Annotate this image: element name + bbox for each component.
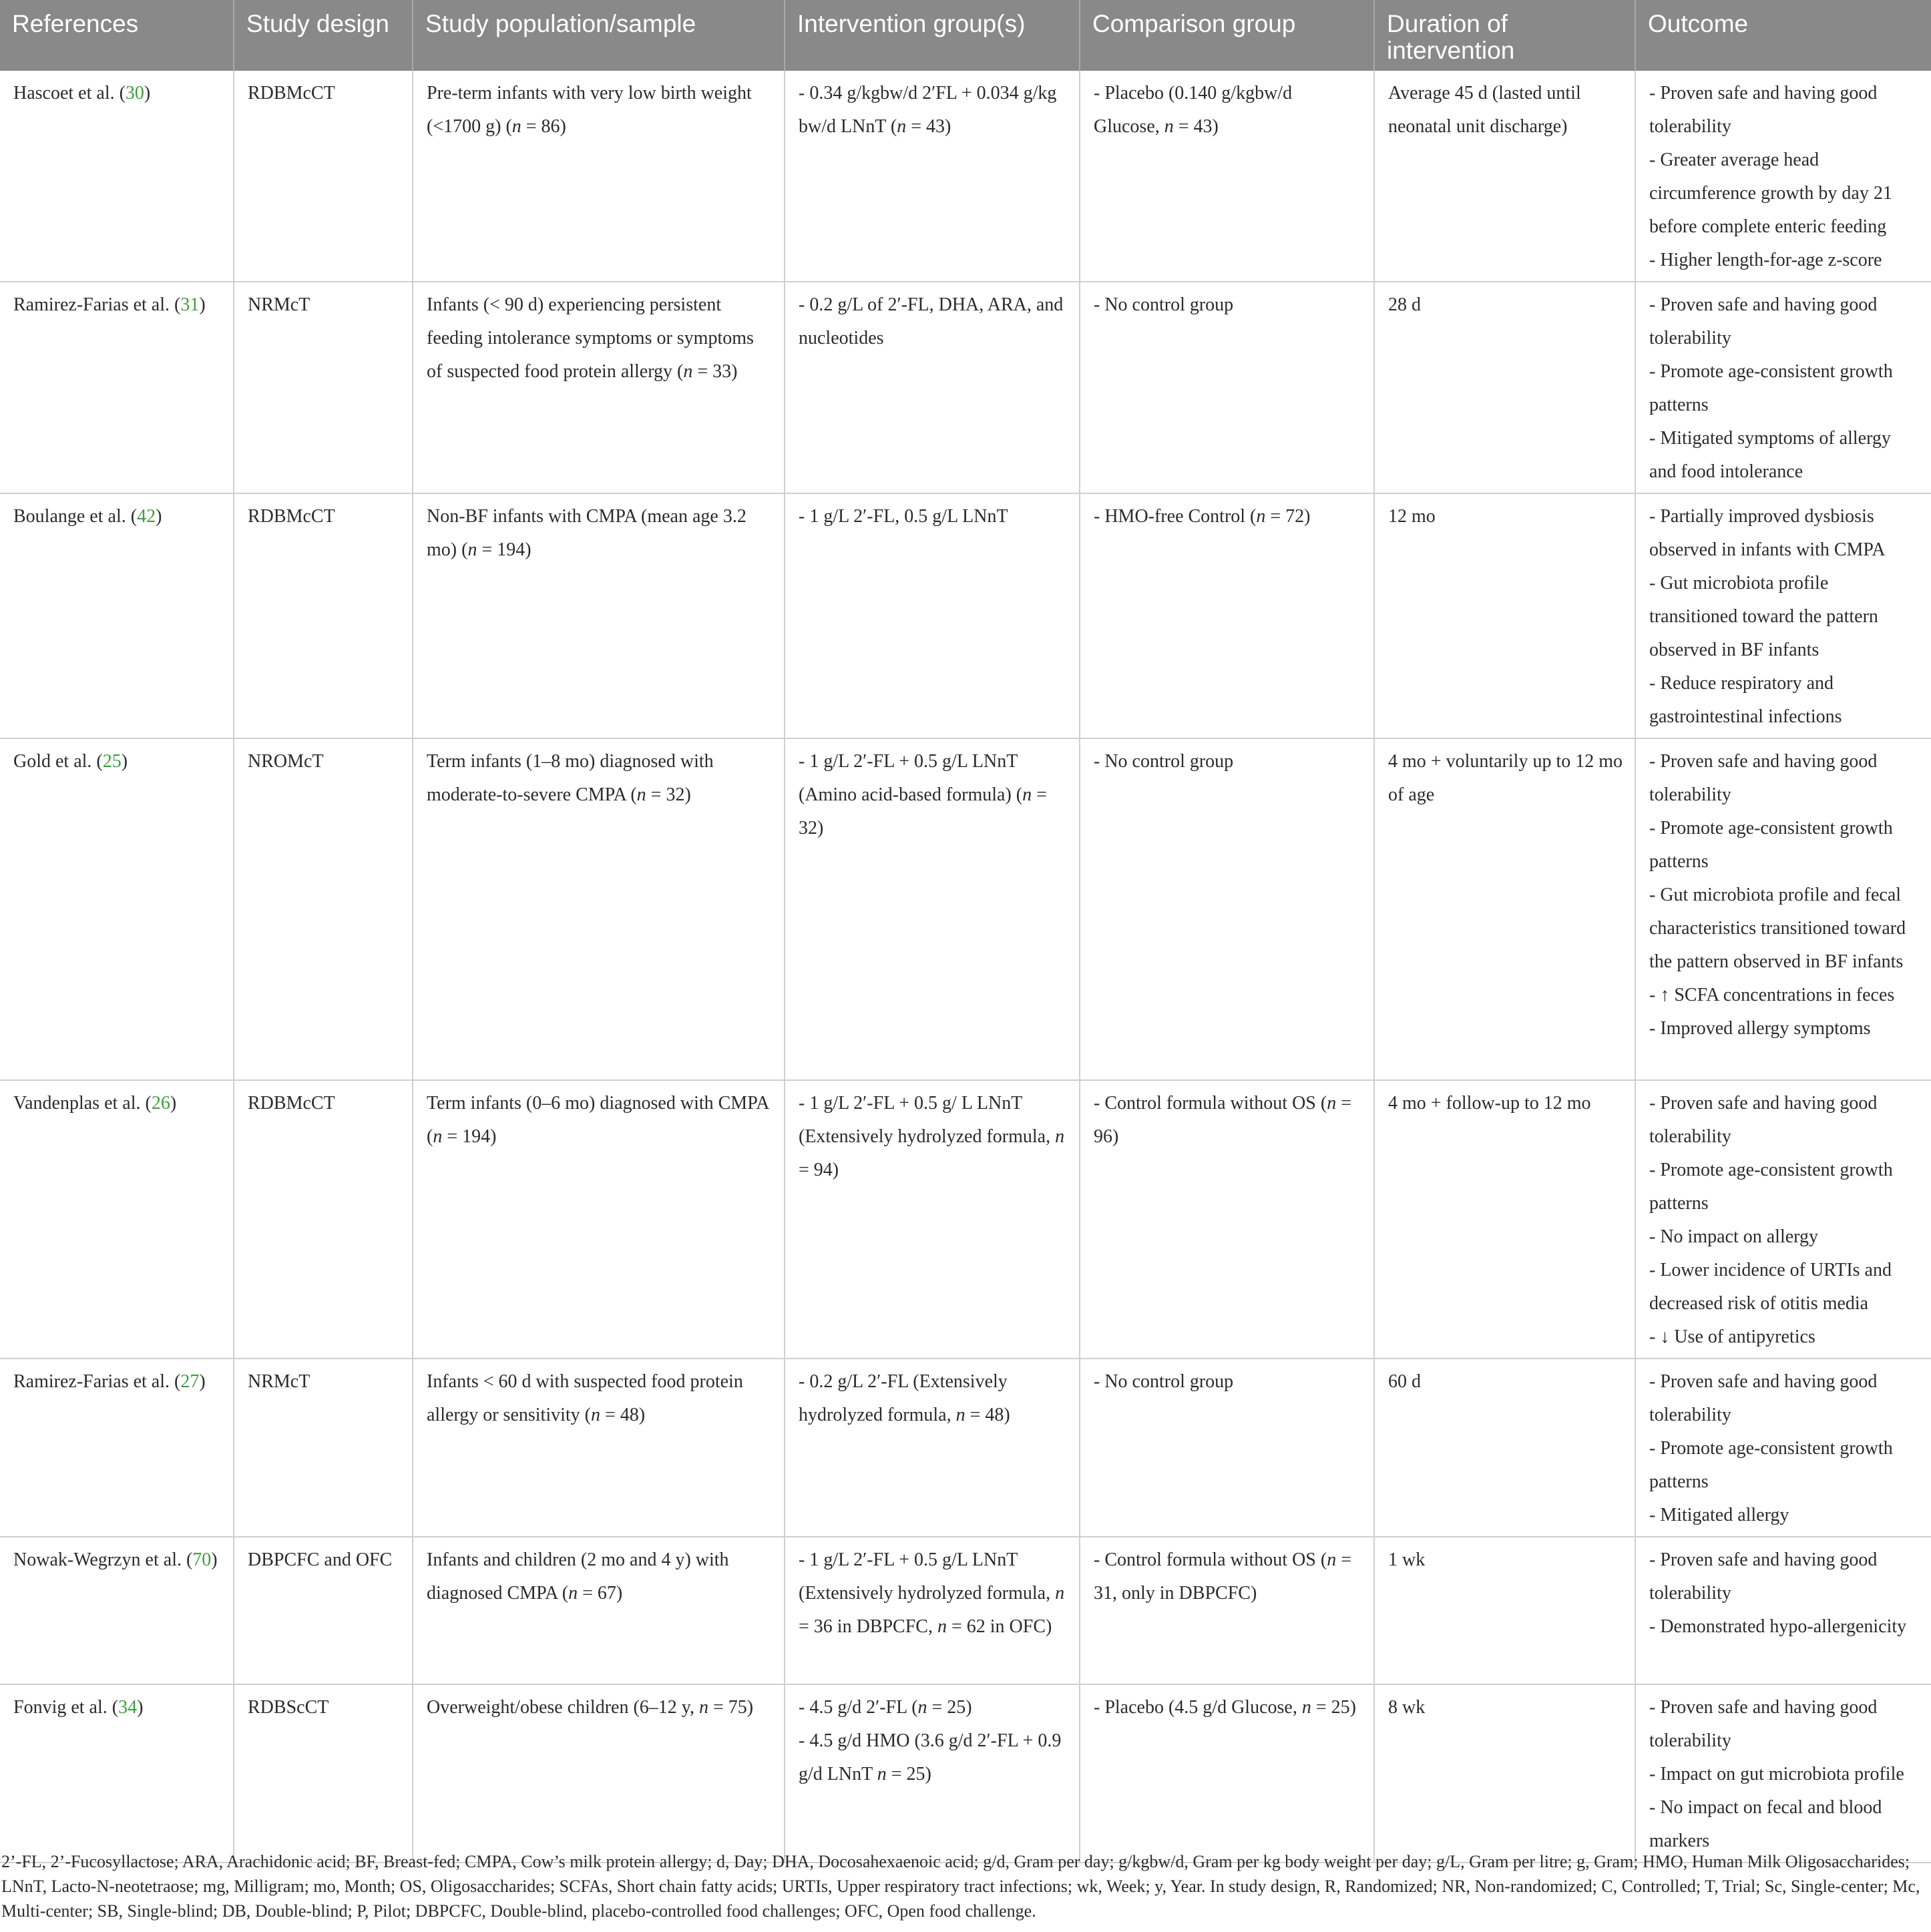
cell-population (413, 1537, 785, 1684)
text-run: - 0.2 g/L of 2′-FL, DHA, ARA, and nucleotides (799, 294, 1064, 348)
comparison-line (1094, 77, 1361, 144)
outcome-item: - Promote age-consistent growth patterns (1649, 361, 1893, 415)
cell-intervention (785, 493, 1080, 738)
outcome-item: - Improved allergy symptoms (1649, 1018, 1871, 1039)
outcome-item: - Gut microbiota profile transitioned toward the pattern observed in BF infants (1649, 573, 1878, 660)
header-intervention: Intervention group(s) (785, 0, 1080, 71)
cell-study-design: RDBMcCT (234, 1080, 413, 1359)
cell-study-design: DBPCFC and OFC (234, 1537, 413, 1684)
citation-link[interactable]: 27 (180, 1371, 200, 1392)
outcome-item: - ↑ SCFA concentrations in feces (1649, 985, 1895, 1005)
intervention-line (799, 1691, 1067, 1724)
intervention-line (799, 1543, 1067, 1644)
table-row (0, 1080, 1931, 1359)
cell-duration: 60 d (1374, 1359, 1635, 1537)
outcome-item: - Proven safe and having good tolerability (1649, 294, 1878, 348)
outcome-item: - Mitigated symptoms of allergy and food intolerance (1649, 428, 1891, 482)
cell-outcome (1635, 1359, 1931, 1537)
italic-n: n (698, 1697, 708, 1718)
cell-outcome (1635, 282, 1931, 493)
cell-duration: Average 45 d (lasted until neonatal unit discharge) (1374, 71, 1635, 282)
text-run: - 4.5 g/d HMO (3.6 g/d 2′-FL + 0.9 g/d LNnT (799, 1730, 1062, 1784)
reference-close: ) (199, 1371, 206, 1392)
cell-outcome (1635, 1537, 1931, 1684)
cell-intervention (785, 71, 1080, 282)
reference-author: Ramirez-Farias et al. ( (13, 294, 181, 315)
cell-duration: 4 mo + follow-up to 12 mo (1374, 1080, 1635, 1359)
italic-n: n (1301, 1697, 1311, 1718)
cell-comparison (1080, 71, 1374, 282)
comparison-line (1094, 745, 1361, 778)
table-footnote: 2’-FL, 2’-Fucosyllactose; ARA, Arachidonic acid; BF, Breast-fed; CMPA, Cow’s milk protein allergy; d, Day; DHA, Docosahexaenoic acid; g/d, Gram per day; g/kgbw/d, Gram per kg body weight per day; g/L, Gram per litre; g, Gram; HMO, Human Milk Oligosaccharides; LNnT, Lacto-N-neotetraose; mg, Milligram; mo, Month; OS, Oligosaccharides; SCFAs, Short chain fatty acids; URTIs, Upper respiratory tract infections; wk, Week; y, Year. In study design, R, Randomized; NR, Non-randomized; C, Controlled; T, Trial; Sc, Single-center; Mc, Multi-center; SB, Single-blind; DB, Double-blind; P, Pilot; DBPCFC, Double-blind, placebo-controlled food challenges; OFC, Open food challenge. (1, 1852, 1920, 1921)
header-outcome: Outcome (1635, 0, 1931, 71)
cell-study-design: RDBScCT (234, 1684, 413, 1863)
text-run: = 36 in DBPCFC, (799, 1616, 937, 1637)
intervention-line (799, 77, 1067, 144)
text-run: - No control group (1094, 1371, 1234, 1392)
text-run: = 62 in OFC) (946, 1616, 1052, 1637)
cell-reference (0, 1537, 234, 1684)
reference-close: ) (144, 83, 151, 103)
cell-outcome (1635, 738, 1931, 1080)
table-row (0, 71, 1931, 282)
reference-author: Gold et al. ( (13, 751, 103, 772)
cell-population (413, 493, 785, 738)
italic-n: n (433, 1126, 443, 1147)
header-comparison: Comparison group (1080, 0, 1374, 71)
text-run: - Control formula without OS ( (1094, 1549, 1327, 1570)
reference-close: ) (170, 1093, 177, 1114)
citation-link[interactable]: 34 (118, 1697, 138, 1718)
cell-intervention (785, 1684, 1080, 1863)
intervention-line (799, 1087, 1067, 1187)
italic-n: n (897, 116, 907, 137)
text-run: = 43) (1173, 116, 1219, 137)
header-references: References (0, 0, 234, 71)
text-run: Term infants (0–6 mo) diagnosed with CMPA ( (427, 1093, 769, 1147)
table-row (0, 1359, 1931, 1537)
italic-n: n (1164, 116, 1174, 137)
reference-close: ) (211, 1549, 218, 1570)
cell-comparison (1080, 1080, 1374, 1359)
cell-reference (0, 1080, 234, 1359)
text-run: = 194) (442, 1126, 497, 1147)
cell-intervention (785, 1537, 1080, 1684)
text-run: = 25) (927, 1697, 972, 1718)
cell-duration: 28 d (1374, 282, 1635, 493)
outcome-item: - Mitigated allergy (1649, 1505, 1789, 1525)
table-body (0, 71, 1931, 1863)
comparison-line (1094, 288, 1361, 322)
cell-comparison (1080, 1537, 1374, 1684)
cell-duration: 12 mo (1374, 493, 1635, 738)
italic-n: n (511, 116, 521, 137)
outcome-item: - Proven safe and having good tolerability (1649, 1697, 1878, 1751)
italic-n: n (1327, 1549, 1337, 1570)
cell-duration: 8 wk (1374, 1684, 1635, 1863)
italic-n: n (1327, 1093, 1337, 1114)
cell-outcome (1635, 71, 1931, 282)
text-run: Infants (< 90 d) experiencing persistent feeding intolerance symptoms or symptoms of suspected food protein allergy ( (427, 294, 754, 382)
italic-n: n (636, 784, 646, 805)
cell-intervention (785, 738, 1080, 1080)
reference-author: Nowak-Wegrzyn et al. ( (13, 1549, 193, 1570)
cell-reference (0, 493, 234, 738)
reference-close: ) (137, 1697, 144, 1718)
italic-n: n (877, 1764, 887, 1784)
italic-n: n (1055, 1583, 1065, 1604)
outcome-item: - Impact on gut microbiota profile (1649, 1764, 1904, 1784)
cell-intervention (785, 1080, 1080, 1359)
citation-link[interactable]: 26 (151, 1093, 170, 1114)
text-run: Non-BF infants with CMPA (mean age 3.2 mo) ( (427, 506, 746, 560)
citation-link[interactable]: 30 (125, 83, 144, 103)
text-run: - 4.5 g/d 2′-FL ( (799, 1697, 918, 1718)
text-run: - 0.2 g/L 2′-FL (Extensively hydrolyzed formula, (799, 1371, 1008, 1425)
reference-close: ) (121, 751, 128, 772)
cell-population (413, 1359, 785, 1537)
table-header-row (0, 0, 1931, 71)
outcome-item: - ↓ Use of antipyretics (1649, 1326, 1815, 1347)
comparison-line (1094, 500, 1361, 533)
outcome-item: - No impact on allergy (1649, 1226, 1818, 1247)
text-run: - Placebo (0.140 g/kgbw/d Glucose, (1094, 83, 1293, 137)
outcome-item: - Higher length-for-age z-score (1649, 250, 1882, 270)
cell-study-design: NRMcT (234, 282, 413, 493)
cell-comparison (1080, 738, 1374, 1080)
text-run: - No control group (1094, 294, 1234, 315)
reference-close: ) (199, 294, 206, 315)
text-run: = 25) (886, 1764, 931, 1784)
header-study-design: Study design (234, 0, 413, 71)
text-run: = 67) (578, 1583, 623, 1604)
cell-outcome (1635, 1080, 1931, 1359)
text-run: - 1 g/L 2′-FL, 0.5 g/L LNnT (799, 506, 1008, 527)
text-run: Pre-term infants with very low birth weight (<1700 g) ( (427, 83, 752, 137)
intervention-line (799, 500, 1067, 533)
text-run: = 25) (1311, 1697, 1356, 1718)
citation-link[interactable]: 25 (102, 751, 122, 772)
text-run: = 86) (521, 116, 566, 137)
outcome-item: - Proven safe and having good tolerability (1649, 1371, 1878, 1425)
cell-population (413, 71, 785, 282)
cell-outcome (1635, 493, 1931, 738)
italic-n: n (568, 1583, 578, 1604)
text-run: = 75) (708, 1697, 754, 1718)
reference-author: Ramirez-Farias et al. ( (13, 1371, 181, 1392)
cell-duration: 1 wk (1374, 1537, 1635, 1684)
comparison-line (1094, 1087, 1361, 1154)
text-run: - 0.34 g/kgbw/d 2′FL + 0.034 g/kg bw/d LNnT ( (799, 83, 1057, 137)
cell-comparison (1080, 282, 1374, 493)
text-run: - 1 g/L 2′-FL + 0.5 g/L LNnT (Amino acid-based formula) ( (799, 751, 1023, 805)
cell-population (413, 282, 785, 493)
text-run: = 33) (692, 361, 738, 382)
text-run: Term infants (1–8 mo) diagnosed with moderate-to-severe CMPA ( (427, 751, 714, 805)
outcome-item: - Lower incidence of URTIs and decreased risk of otitis media (1649, 1260, 1892, 1314)
comparison-line (1094, 1543, 1361, 1610)
comparison-line (1094, 1691, 1361, 1724)
cell-population (413, 1684, 785, 1863)
table-row (0, 282, 1931, 493)
text-run: - 1 g/L 2′-FL + 0.5 g/ L LNnT (Extensively hydrolyzed formula, (799, 1093, 1056, 1147)
table-row (0, 738, 1931, 1080)
outcome-item: - Reduce respiratory and gastrointestinal infections (1649, 673, 1842, 727)
outcome-item: - Greater average head circumference growth by day 21 before complete enteric feeding (1649, 150, 1892, 237)
cell-comparison (1080, 1359, 1374, 1537)
cell-intervention (785, 1359, 1080, 1537)
outcome-item: - Proven safe and having good tolerability (1649, 83, 1878, 137)
italic-n: n (1022, 784, 1032, 805)
cell-study-design: RDBMcCT (234, 493, 413, 738)
text-run: - 1 g/L 2′-FL + 0.5 g/L LNnT (Extensively hydrolyzed formula, (799, 1549, 1056, 1604)
citation-link[interactable]: 31 (180, 294, 200, 315)
reference-author: Hascoet et al. ( (13, 83, 126, 103)
cell-study-design: NROMcT (234, 738, 413, 1080)
cell-comparison (1080, 493, 1374, 738)
text-run: = 194) (477, 539, 531, 560)
intervention-line (799, 745, 1067, 845)
text-run: = 48) (600, 1405, 646, 1425)
text-run: - No control group (1094, 751, 1234, 772)
reference-author: Boulange et al. ( (13, 506, 138, 527)
citation-link[interactable]: 42 (137, 506, 156, 527)
italic-n: n (917, 1697, 927, 1718)
text-run: - Placebo (4.5 g/d Glucose, (1094, 1697, 1302, 1718)
reference-author: Vandenplas et al. ( (13, 1093, 152, 1114)
cell-duration: 4 mo + voluntarily up to 12 mo of age (1374, 738, 1635, 1080)
text-run: - HMO-free Control ( (1094, 506, 1257, 527)
outcome-item: - Proven safe and having good tolerability (1649, 1549, 1878, 1604)
reference-author: Fonvig et al. ( (13, 1697, 119, 1718)
text-run: Infants and children (2 mo and 4 y) with diagnosed CMPA ( (427, 1549, 729, 1604)
text-run: = 48) (965, 1405, 1010, 1425)
cell-reference (0, 71, 234, 282)
text-run: = 32) (799, 784, 1047, 838)
italic-n: n (683, 361, 693, 382)
italic-n: n (937, 1616, 947, 1637)
italic-n: n (955, 1405, 965, 1425)
table-row (0, 493, 1931, 738)
cell-comparison (1080, 1684, 1374, 1863)
cell-population (413, 738, 785, 1080)
cell-population (413, 1080, 785, 1359)
outcome-item: - Promote age-consistent growth patterns (1649, 1160, 1893, 1214)
italic-n: n (1055, 1126, 1065, 1147)
header-population: Study population/sample (413, 0, 785, 71)
text-run: = 94) (799, 1160, 839, 1180)
outcome-item: - No impact on fecal and blood markers (1649, 1797, 1882, 1851)
outcome-item: - Proven safe and having good tolerability (1649, 751, 1878, 805)
intervention-line (799, 288, 1067, 355)
cell-reference (0, 282, 234, 493)
text-run: = 43) (906, 116, 951, 137)
header-duration: Duration of intervention (1374, 0, 1635, 71)
text-run: = 96) (1094, 1093, 1351, 1147)
intervention-line (799, 1365, 1067, 1432)
italic-n: n (1256, 506, 1266, 527)
text-run: = 72) (1265, 506, 1311, 527)
outcome-item: - Demonstrated hypo-allergenicity (1649, 1616, 1907, 1637)
text-run: - Control formula without OS ( (1094, 1093, 1327, 1114)
outcome-item: - Gut microbiota profile and fecal characteristics transitioned toward the pattern observed in BF infants (1649, 885, 1906, 972)
table-row (0, 1537, 1931, 1684)
cell-study-design: NRMcT (234, 1359, 413, 1537)
outcome-item: - Promote age-consistent growth patterns (1649, 818, 1893, 872)
italic-n: n (467, 539, 477, 560)
text-run: = 31, only in DBPCFC) (1094, 1549, 1351, 1604)
cell-reference (0, 1359, 234, 1537)
cell-reference (0, 738, 234, 1080)
table-row (0, 1684, 1931, 1863)
reference-close: ) (156, 506, 162, 527)
intervention-line (799, 1724, 1067, 1791)
outcome-item: - Proven safe and having good tolerability (1649, 1093, 1878, 1147)
outcome-item: - Partially improved dysbiosis observed in infants with CMPA (1649, 506, 1886, 560)
cell-reference (0, 1684, 234, 1863)
outcome-item: - Promote age-consistent growth patterns (1649, 1438, 1893, 1492)
cell-outcome (1635, 1684, 1931, 1863)
citation-link[interactable]: 70 (192, 1549, 212, 1570)
text-run: = 32) (646, 784, 691, 805)
cell-intervention (785, 282, 1080, 493)
cell-study-design: RDBMcCT (234, 71, 413, 282)
italic-n: n (591, 1405, 600, 1425)
text-run: Overweight/obese children (6–12 y, (427, 1697, 699, 1718)
text-run: Infants < 60 d with suspected food protein allergy or sensitivity ( (427, 1371, 743, 1425)
comparison-line (1094, 1365, 1361, 1399)
